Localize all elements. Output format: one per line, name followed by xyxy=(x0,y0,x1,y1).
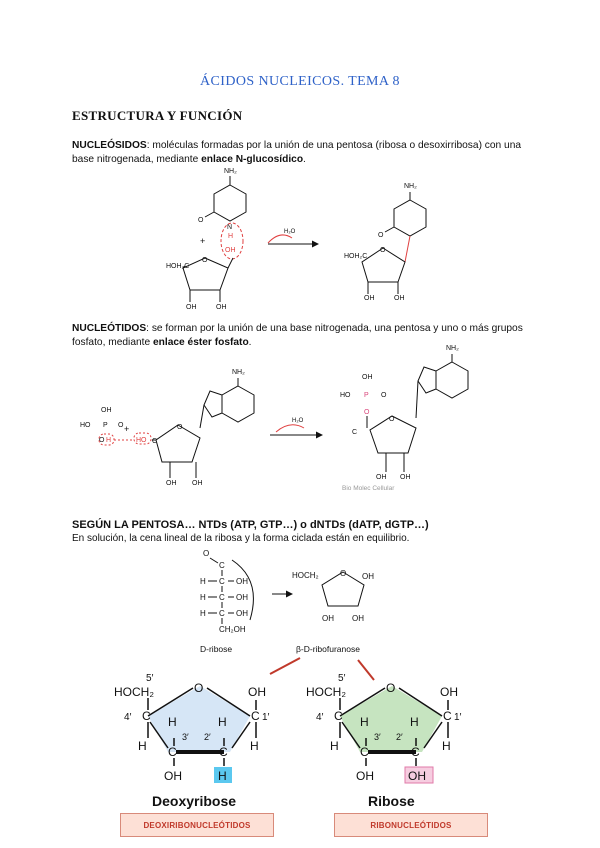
svg-text:2′: 2′ xyxy=(204,732,211,742)
svg-text:C: C xyxy=(168,745,177,759)
svg-text:+: + xyxy=(200,236,206,246)
svg-text:HOH₂C: HOH₂C xyxy=(166,263,190,270)
nucleosidos-term: NUCLEÓSIDOS xyxy=(72,140,147,151)
svg-text:2′: 2′ xyxy=(396,732,403,742)
svg-text:C: C xyxy=(443,709,452,723)
cytosine-left xyxy=(205,176,246,221)
ribonucleotidos-button[interactable]: RIBONUCLEÓTIDOS xyxy=(334,813,488,837)
deoxyribose-diagram xyxy=(114,673,270,809)
svg-text:HOCH₂: HOCH₂ xyxy=(292,571,319,580)
ribofuranose-label: β-D-ribofuranose xyxy=(296,644,360,654)
svg-text:OH: OH xyxy=(376,474,387,481)
nucleotidos-text: : se forman por la unión de una base nitrogenada, una pentosa y uno o más grupos fosfato, mediante xyxy=(72,323,523,348)
svg-text:C: C xyxy=(219,593,225,602)
svg-text:HOH₂C: HOH₂C xyxy=(344,253,368,260)
svg-text:O: O xyxy=(378,232,384,239)
adenine-product xyxy=(370,354,468,472)
svg-text:H: H xyxy=(200,609,206,618)
svg-text:H₂O: H₂O xyxy=(284,229,296,235)
svg-text:HO: HO xyxy=(136,437,147,444)
svg-text:C: C xyxy=(219,577,225,586)
svg-text:H: H xyxy=(250,739,259,753)
svg-text:H: H xyxy=(218,769,227,783)
nucleotidos-paragraph: NUCLEÓTIDOS: se forman por la unión de una base nitrogenada, una pentosa y uno o más grupos fosfato, mediante enlace éster fosfato. xyxy=(72,323,523,348)
svg-text:OH: OH xyxy=(400,474,411,481)
svg-text:NH₂: NH₂ xyxy=(404,183,417,190)
svg-text:HO: HO xyxy=(80,422,91,429)
deoxirribonucleotidos-button[interactable]: DEOXIRIBONUCLEÓTIDOS xyxy=(120,813,274,837)
svg-text:C: C xyxy=(152,438,158,445)
nucleotidos-term: NUCLEÓTIDOS xyxy=(72,323,147,334)
svg-text:OH: OH xyxy=(101,407,112,414)
svg-text:H: H xyxy=(200,593,206,602)
svg-text:C: C xyxy=(251,709,260,723)
ribose-left-2 xyxy=(152,425,200,478)
svg-text:3′: 3′ xyxy=(374,732,381,742)
svg-text:CH₂OH: CH₂OH xyxy=(219,625,246,634)
svg-text:OH: OH xyxy=(248,685,266,699)
svg-text:O: O xyxy=(118,422,124,429)
svg-text:OH: OH xyxy=(394,295,405,302)
nucleotide-reaction-figure xyxy=(80,345,468,492)
cytidine-product xyxy=(362,192,426,294)
svg-text:H: H xyxy=(138,739,147,753)
svg-text:OH: OH xyxy=(164,769,182,783)
nucleosidos-paragraph: NUCLEÓSIDOS: moléculas formadas por la unión de una pentosa (ribosa o desoxirribosa) con una base nitrogenada, mediante enlace N-glucosídico. xyxy=(72,140,522,165)
adenine-left xyxy=(200,378,254,428)
page-title: ÁCIDOS NUCLEICOS. TEMA 8 xyxy=(200,74,400,89)
svg-text:HO: HO xyxy=(340,392,351,399)
svg-text:O: O xyxy=(389,416,395,423)
svg-text:3′: 3′ xyxy=(182,732,189,742)
nucleosidos-text: : moléculas formadas por la unión de una pentosa (ribosa o desoxirribosa) con una base nitrogenada, mediante xyxy=(72,140,522,165)
svg-text:OH: OH xyxy=(236,593,248,602)
svg-text:OH: OH xyxy=(186,304,197,311)
svg-text:OH: OH xyxy=(364,295,375,302)
svg-text:OH: OH xyxy=(192,480,203,487)
svg-text:O: O xyxy=(194,681,204,695)
svg-text:NH₂: NH₂ xyxy=(224,168,237,175)
svg-text:NH₂: NH₂ xyxy=(232,369,245,376)
d-ribose-label: D-ribose xyxy=(200,644,233,654)
pentosa-text: En solución, la cena lineal de la ribosa y la forma ciclada están en equilibrio. xyxy=(72,533,410,544)
svg-text:O: O xyxy=(364,409,370,416)
svg-text:C: C xyxy=(142,709,151,723)
svg-text:C: C xyxy=(219,561,225,570)
svg-text:H: H xyxy=(200,577,206,586)
ribose-left xyxy=(183,258,233,302)
svg-text:H: H xyxy=(410,715,419,729)
svg-text:+: + xyxy=(124,424,130,434)
svg-text:4′: 4′ xyxy=(124,712,132,723)
svg-text:C: C xyxy=(334,709,343,723)
svg-text:P: P xyxy=(364,392,369,399)
svg-text:HOCH₂: HOCH₂ xyxy=(306,685,346,699)
svg-text:H: H xyxy=(360,715,369,729)
svg-text:OH: OH xyxy=(322,614,334,623)
nucleotidos-bond: enlace éster fosfato xyxy=(152,337,249,348)
svg-text:1′: 1′ xyxy=(454,712,462,723)
svg-text:OH: OH xyxy=(362,374,373,381)
svg-text:OH: OH xyxy=(236,577,248,586)
svg-text:C: C xyxy=(411,745,420,759)
svg-text:OH: OH xyxy=(236,609,248,618)
svg-text:O: O xyxy=(198,217,204,224)
svg-text:O: O xyxy=(386,681,396,695)
svg-text:C: C xyxy=(352,429,358,436)
svg-text:P: P xyxy=(103,422,108,429)
nucleoside-reaction-figure xyxy=(166,168,426,311)
ribose-diagram xyxy=(306,673,462,809)
ribose-label: Ribose xyxy=(368,793,415,809)
svg-text:OH: OH xyxy=(225,247,236,254)
svg-text:NH₂: NH₂ xyxy=(446,345,459,352)
svg-text:C: C xyxy=(219,745,228,759)
svg-text:OH: OH xyxy=(216,304,227,311)
svg-text:1′: 1′ xyxy=(262,712,270,723)
svg-text:C: C xyxy=(219,609,225,618)
svg-text:O: O xyxy=(202,257,208,264)
svg-text:H: H xyxy=(168,715,177,729)
pentosa-heading: SEGÚN LA PENTOSA… NTDs (ATP, GTP…) o dNTDs (dATP, dGTP…) xyxy=(72,519,429,531)
svg-text:OH: OH xyxy=(408,769,426,783)
svg-text:H: H xyxy=(228,233,234,240)
svg-text:O: O xyxy=(177,424,183,431)
svg-text:O: O xyxy=(99,437,105,444)
svg-text:H: H xyxy=(442,739,451,753)
ribose-cyclization-figure xyxy=(200,549,374,680)
svg-text:OH: OH xyxy=(356,769,374,783)
svg-text:OH: OH xyxy=(352,614,364,623)
svg-text:O: O xyxy=(381,392,387,399)
svg-text:OH: OH xyxy=(362,572,374,581)
watermark: Bio Molec Cellular xyxy=(342,485,395,492)
svg-text:HOCH₂: HOCH₂ xyxy=(114,685,154,699)
svg-text:OH: OH xyxy=(440,685,458,699)
svg-text:5′: 5′ xyxy=(338,673,346,684)
svg-text:H₂O: H₂O xyxy=(292,418,304,424)
svg-text:H: H xyxy=(330,739,339,753)
svg-text:OH: OH xyxy=(166,480,177,487)
svg-text:O: O xyxy=(340,569,347,578)
deoxyribose-label: Deoxyribose xyxy=(152,793,237,809)
svg-text:C: C xyxy=(360,745,369,759)
svg-text:N: N xyxy=(227,224,233,231)
svg-text:O: O xyxy=(203,549,210,558)
section-heading: ESTRUCTURA Y FUNCIÓN xyxy=(72,108,243,123)
nucleosidos-bond: enlace N-glucosídico xyxy=(201,154,304,165)
svg-text:H: H xyxy=(106,437,112,444)
svg-text:5′: 5′ xyxy=(146,673,154,684)
svg-text:H: H xyxy=(218,715,227,729)
svg-text:O: O xyxy=(380,247,386,254)
svg-text:4′: 4′ xyxy=(316,712,324,723)
